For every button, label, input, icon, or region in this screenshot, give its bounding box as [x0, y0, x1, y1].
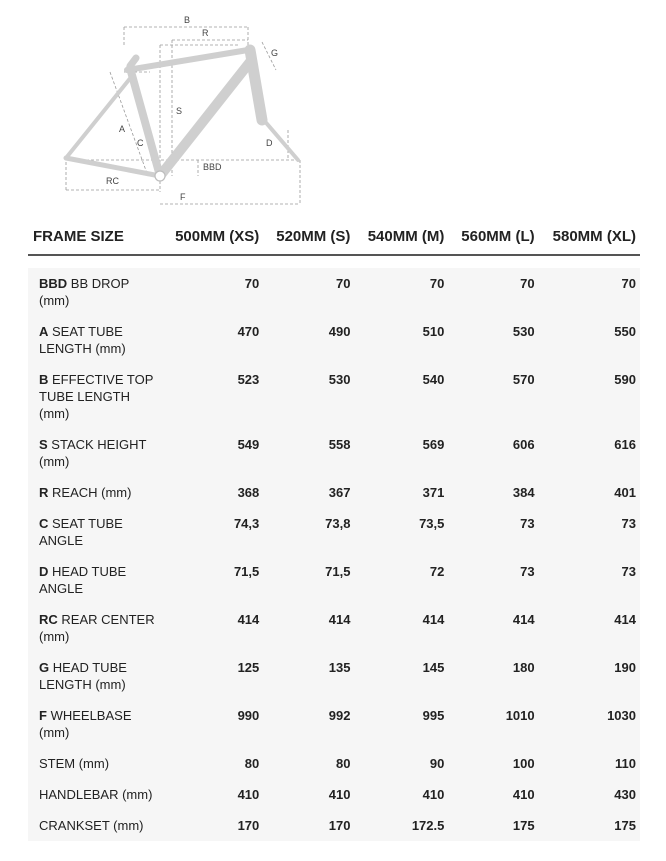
row-value: 71,5: [263, 556, 354, 604]
row-value: 100: [448, 748, 538, 779]
row-label: [28, 508, 161, 556]
row-value: 170: [161, 810, 263, 841]
row-code: F: [39, 708, 47, 723]
row-label: [28, 810, 161, 841]
row-value: 410: [263, 779, 354, 810]
row-value: 145: [354, 652, 448, 700]
bottom-bracket: [155, 171, 165, 181]
size-header: 500MM (XS): [161, 218, 263, 255]
row-value: 73,5: [354, 508, 448, 556]
row-value: 410: [354, 779, 448, 810]
label-s: S: [176, 106, 183, 116]
label-f: F: [180, 192, 186, 202]
row-value: 371: [354, 477, 448, 508]
row-value: 73,8: [263, 508, 354, 556]
row-value: 135: [263, 652, 354, 700]
label-b: B: [184, 15, 191, 25]
row-label: [28, 779, 161, 810]
row-value: 530: [448, 316, 538, 364]
row-value: 590: [539, 364, 640, 429]
row-name: REACH (mm): [52, 485, 132, 500]
row-value: 414: [539, 604, 640, 652]
row-name: SEAT TUBE ANGLE: [39, 516, 123, 548]
row-code: RC: [39, 612, 58, 627]
row-value: 73: [448, 508, 538, 556]
row-code: G: [39, 660, 50, 675]
row-label: [28, 477, 161, 508]
row-label: [28, 700, 161, 748]
row-value: 606: [448, 429, 538, 477]
row-value: 540: [354, 364, 448, 429]
row-value: 1030: [539, 700, 640, 748]
row-label: [28, 429, 161, 477]
row-label: [28, 316, 161, 364]
row-name: CRANKSET (mm): [39, 818, 144, 833]
label-r: R: [202, 28, 209, 38]
label-d: D: [266, 138, 273, 148]
row-value: 401: [539, 477, 640, 508]
row-value: 530: [263, 364, 354, 429]
spacer-row: [28, 255, 640, 268]
row-value: 490: [263, 316, 354, 364]
row-label: [28, 268, 161, 316]
row-code: R: [39, 485, 49, 500]
label-g: G: [271, 48, 279, 58]
size-header: 560MM (L): [448, 218, 538, 255]
row-code: D: [39, 564, 49, 579]
table-row: [28, 364, 640, 429]
row-value: 430: [539, 779, 640, 810]
row-code: A: [39, 324, 49, 339]
row-value: 80: [263, 748, 354, 779]
size-header: 520MM (S): [263, 218, 354, 255]
row-value: 569: [354, 429, 448, 477]
row-value: 368: [161, 477, 263, 508]
row-value: 72: [354, 556, 448, 604]
row-name: HEAD TUBE ANGLE: [39, 564, 127, 596]
table-row: [28, 748, 640, 779]
row-value: 990: [161, 700, 263, 748]
row-value: 410: [448, 779, 538, 810]
row-value: 70: [448, 268, 538, 316]
row-value: 74,3: [161, 508, 263, 556]
row-value: 550: [539, 316, 640, 364]
label-bbd: BBD: [203, 162, 222, 172]
row-name: STACK HEIGHT (mm): [39, 437, 147, 469]
row-name: EFFECTIVE TOP TUBE LENGTH (mm): [39, 372, 154, 421]
row-value: 414: [263, 604, 354, 652]
row-code: BBD: [39, 276, 68, 291]
row-name: BB DROP (mm): [39, 276, 130, 308]
geometry-table: [28, 218, 640, 841]
row-value: 175: [539, 810, 640, 841]
table-row: [28, 508, 640, 556]
label-rc: RC: [106, 176, 119, 186]
row-value: 73: [448, 556, 538, 604]
row-value: 992: [263, 700, 354, 748]
row-label: [28, 364, 161, 429]
row-code: C: [39, 516, 49, 531]
row-name: HANDLEBAR (mm): [39, 787, 153, 802]
table-row: [28, 316, 640, 364]
row-value: 510: [354, 316, 448, 364]
row-value: 414: [354, 604, 448, 652]
label-c: C: [137, 138, 144, 148]
table-row: [28, 652, 640, 700]
row-value: 73: [539, 508, 640, 556]
row-value: 1010: [448, 700, 538, 748]
table-row: [28, 700, 640, 748]
size-header: 580MM (XL): [539, 218, 640, 255]
table-row: [28, 810, 640, 841]
row-value: 70: [354, 268, 448, 316]
row-value: 110: [539, 748, 640, 779]
table-row: [28, 779, 640, 810]
label-a: A: [119, 124, 126, 134]
row-value: 90: [354, 748, 448, 779]
table-row: [28, 429, 640, 477]
row-value: 170: [263, 810, 354, 841]
row-name: HEAD TUBE LENGTH (mm): [39, 660, 127, 692]
row-value: 80: [161, 748, 263, 779]
row-label: [28, 556, 161, 604]
row-value: 414: [448, 604, 538, 652]
frame-size-header: FRAME SIZE: [28, 218, 161, 255]
table-row: [28, 477, 640, 508]
row-code: B: [39, 372, 49, 387]
row-label: [28, 604, 161, 652]
row-value: 70: [263, 268, 354, 316]
row-value: 180: [448, 652, 538, 700]
table-row: [28, 556, 640, 604]
table-row: [28, 604, 640, 652]
row-value: 410: [161, 779, 263, 810]
table-body: [28, 255, 640, 841]
row-value: 549: [161, 429, 263, 477]
row-value: 73: [539, 556, 640, 604]
row-value: 570: [448, 364, 538, 429]
row-label: [28, 652, 161, 700]
row-value: 384: [448, 477, 538, 508]
frame-geometry-diagram: [0, 0, 320, 215]
row-value: 523: [161, 364, 263, 429]
row-value: 71,5: [161, 556, 263, 604]
row-name: REAR CENTER (mm): [39, 612, 155, 644]
row-value: 558: [263, 429, 354, 477]
row-value: 995: [354, 700, 448, 748]
row-value: 470: [161, 316, 263, 364]
table-row: [28, 268, 640, 316]
row-value: 125: [161, 652, 263, 700]
row-label: [28, 748, 161, 779]
row-name: WHEELBASE (mm): [39, 708, 132, 740]
table-header-row: [28, 218, 640, 255]
row-name: STEM (mm): [39, 756, 110, 771]
row-value: 190: [539, 652, 640, 700]
row-value: 70: [539, 268, 640, 316]
row-code: S: [39, 437, 48, 452]
frame-diagram-svg: [0, 0, 320, 215]
row-value: 414: [161, 604, 263, 652]
row-value: 616: [539, 429, 640, 477]
row-value: 70: [161, 268, 263, 316]
row-value: 172.5: [354, 810, 448, 841]
row-value: 175: [448, 810, 538, 841]
size-header: 540MM (M): [354, 218, 448, 255]
row-name: SEAT TUBE LENGTH (mm): [39, 324, 126, 356]
row-value: 367: [263, 477, 354, 508]
